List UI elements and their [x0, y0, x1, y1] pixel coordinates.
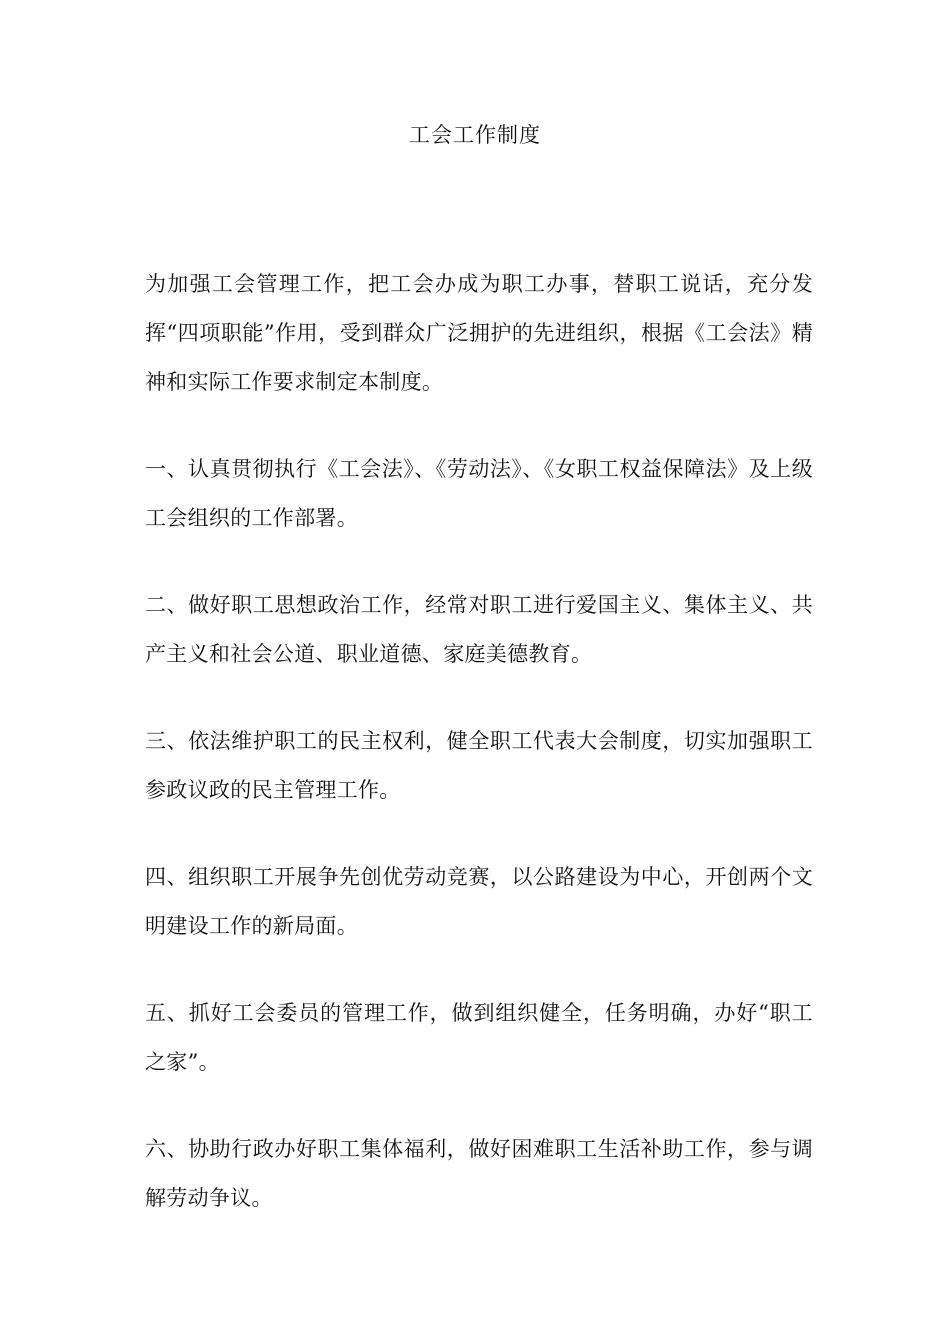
clause-1-paragraph: 一、认真贯彻执行《工会法》、《劳动法》、《女职工权益保障法》及上级工会组织的工作部署。 [145, 457, 813, 530]
clause-6-paragraph: 六、协助行政办好职工集体福利，做好困难职工生活补助工作，参与调解劳动争议。 [145, 1137, 813, 1210]
clause-5-paragraph: 五、抓好工会委员的管理工作，做到组织健全，任务明确，办好“职工之家”。 [145, 1001, 813, 1074]
intro-paragraph: 为加强工会管理工作，把工会办成为职工办事，替职工说话，充分发挥“四项职能”作用，受到群众广泛拥护的先进组织，根据《工会法》精神和实际工作要求制定本制度。 [145, 272, 813, 394]
clause-3-paragraph: 三、依法维护职工的民主权利，健全职工代表大会制度，切实加强职工参政议政的民主管理工作。 [145, 729, 813, 802]
clause-2-paragraph: 二、做好职工思想政治工作，经常对职工进行爱国主义、集体主义、共产主义和社会公道、职业道德、家庭美德教育。 [145, 593, 813, 666]
document-body [145, 260, 813, 1261]
document-title: 工会工作制度 [409, 123, 541, 147]
clause-4-paragraph: 四、组织职工开展争先创优劳动竞赛，以公路建设为中心，开创两个文明建设工作的新局面。 [145, 865, 813, 938]
